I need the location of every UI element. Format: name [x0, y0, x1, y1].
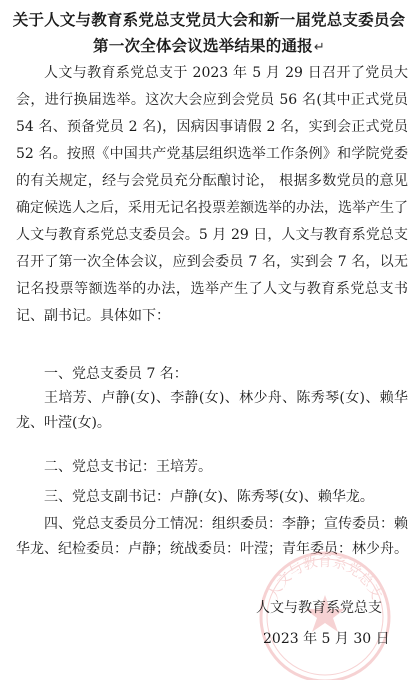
- section1-heading: 一、党总支委员 7 名：: [44, 366, 188, 382]
- intro-paragraph: 人文与教育系党总支于 2023 年 5 月 29 日召开了党员大会，进行换届选举。这次大会应到会党员 56 名(其中正式党员 54 名、预备党员 2 名)，因病因事请假 2 名，实到会正式党员 52 名。按照《中国共产党基层组织选举工作条例》和学院党委的有关规定，经与会党员充分酝酿讨论， 根据多数党员的意见确定候选人之后，采用无记名投票差额选举的办法，选举产生了人文与教育系党总支委员会。5 月 29 日，人文与教育系党总支召开了第一次全体会议，应到会委员 7 名，实到会 7 名，以无记名投票等额选举的办法，选举产生了人文与教育系党总支书记、副书记。具体如下：: [16, 65, 408, 324]
- signature-organization: 人文与教育系党总支: [256, 600, 382, 616]
- notice-title-line1: 关于人文与教育系党总支党员大会和新一届党总支委员会: [12, 11, 406, 29]
- seal-ring-text: 人文与教育系党总支: [265, 554, 385, 602]
- paragraph-mark-icon: ↵: [313, 40, 325, 55]
- section2-secretary: 二、党总支书记：王培芳。: [44, 459, 212, 475]
- notice-title-line2-text: 第一次全体会议选举结果的通报: [93, 37, 313, 55]
- notice-title-line2: [0, 34, 418, 56]
- section3-deputy-secretaries: 三、党总支副书记：卢静(女)、陈秀琴(女)、赖华龙。: [44, 489, 374, 505]
- signature-date: 2023 年 5 月 30 日: [263, 631, 390, 647]
- section4-division: 四、党总支委员分工情况：组织委员：李静；宣传委员：赖华龙、纪检委员：卢静；统战委员：叶滢；青年委员：林少舟。: [16, 516, 408, 557]
- section1-members: 王培芳、卢静(女)、李静(女)、林少舟、陈秀琴(女)、赖华龙、叶滢(女)。: [16, 390, 408, 431]
